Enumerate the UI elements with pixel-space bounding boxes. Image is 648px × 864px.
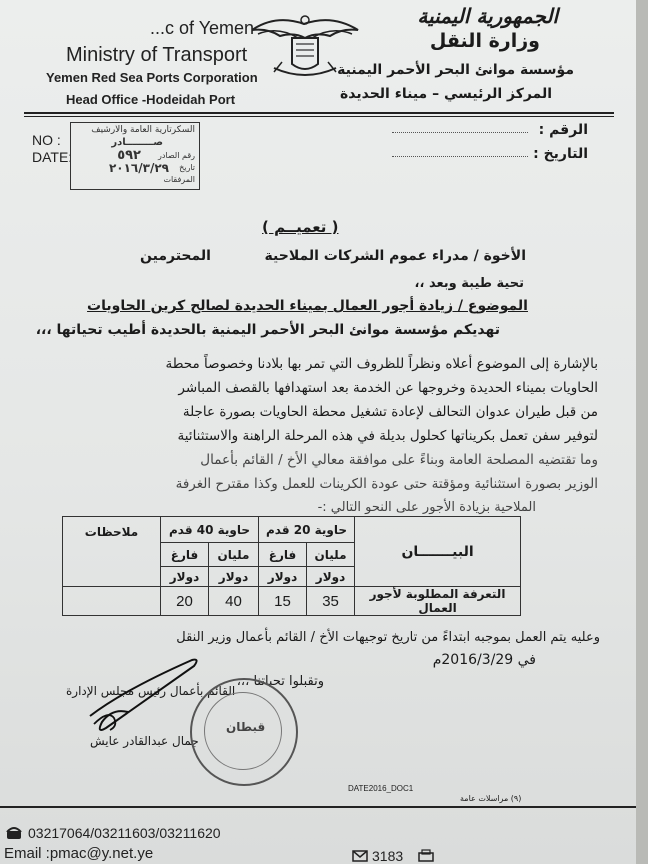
memo-body-line: لتوفير سفن تعمل بكريناتها كحلول بديلة في هذه المرحلة الراهنة والاستثنائية [177, 428, 598, 444]
letterhead-corporation-en: Yemen Red Sea Ports Corporation [46, 70, 258, 85]
memo-greeting: تحية طيبة وبعد ،، [414, 276, 524, 291]
footer-divider [0, 806, 636, 808]
letterhead-office-en: Head Office -Hodeidah Port [66, 92, 236, 107]
stamp-number-label: رقم الصادر [157, 151, 195, 160]
scan-edge [636, 0, 648, 864]
telephone-icon [6, 826, 22, 840]
table-row-label: التعرفة المطلوبة لأجور العمال [355, 587, 521, 616]
table-currency: دولار [161, 567, 209, 587]
memo-body-line: وما تقتضيه المصلحة العامة وبناءً على موافقة معالي الأخ / القائم بأعمال [200, 452, 598, 468]
seal-text: قبطان [226, 720, 266, 734]
memo-intro: تهديكم مؤسسة موانئ البحر الأحمر اليمنية بالحديدة أطيب تحياتها ،،، [35, 322, 500, 338]
outgoing-register-stamp [70, 122, 200, 190]
table-header-statement: البيـــــــان [355, 517, 521, 587]
memo-subject: الموضوع / زيادة أجور العمال بميناء الحديدة لصالح كرين الحاويات [87, 298, 528, 314]
stamp-type: صــــــــادر [111, 137, 163, 148]
letterhead-divider [24, 112, 614, 114]
table-cell-notes [63, 587, 161, 616]
letterhead-office-ar: المركز الرئيسي – ميناء الحديدة [340, 86, 552, 102]
memo-body-line: الملاحية بزيادة الأجور على النحو التالي :- [317, 500, 536, 515]
table-header-container-40: حاوية 40 قدم [161, 517, 259, 543]
stamp-attachments-label: المرفقات [163, 175, 195, 184]
table-currency: دولار [259, 567, 307, 587]
footer-phone: 03217064/03211603/03211620 [28, 825, 221, 841]
wage-tariff-table [62, 516, 521, 616]
letterhead-divider-thin [24, 116, 614, 117]
stamp-date-label: تاريخ [179, 163, 195, 172]
table-subheader-empty: فارغ [259, 543, 307, 567]
memo-body-line: الوزير بصورة استثنائية ومؤقتة حتى عودة الكرينات للعمل وكذا مقترح الغرفة [175, 476, 598, 492]
table-currency: دولار [209, 567, 259, 587]
envelope-icon [352, 850, 368, 862]
memo-body-line: من قبل طيران عدوان التحالف لإعادة تشغيل محطة الحاويات بصورة عاجلة [182, 404, 598, 420]
ref-no-label: NO : [32, 132, 61, 148]
memo-addressee: الأخوة / مدراء عموم الشركات الملاحية [264, 248, 526, 264]
ref-no-line-ar [392, 132, 528, 133]
memo-closing-regards: وتقبلوا تحياتنا ،،، [236, 674, 324, 689]
letterhead-corporation-ar: مؤسسة موانئ البحر الأحمر اليمنية [337, 62, 574, 78]
letterhead-republic-ar: الجمهورية اليمنية [417, 4, 558, 28]
document-code: DATE2016_DOC1 [348, 784, 414, 793]
official-seal-icon [190, 678, 298, 786]
stamp-title: السكرتارية العامة والارشيف [91, 125, 195, 135]
signatory-name: جمال عبدالقادر عايش [90, 734, 199, 748]
table-header-notes: ملاحظات [63, 517, 161, 587]
table-header-container-20: حاوية 20 قدم [259, 517, 355, 543]
memo-body-line: بالإشارة إلى الموضوع أعلاه ونظراً للظروف التي تمر بها بلادنا وخصوصاً محطة [165, 356, 598, 372]
memo-closing-effective: وعليه يتم العمل بموجبه ابتداءً من تاريخ توجيهات الأخ / القائم بأعمال وزير النقل [176, 630, 600, 645]
table-cell-c20-empty: 15 [259, 587, 307, 616]
table-cell-c40-empty: 20 [161, 587, 209, 616]
ref-date-label-ar: التاريخ : [533, 146, 588, 162]
stamp-date: ٢٠١٦/٣/٢٩ [108, 161, 169, 175]
form-code: (٩) مراسلات عامة [460, 794, 522, 803]
letterhead-ministry-ar: وزارة النقل [429, 30, 540, 52]
footer-pobox-partial: 3183 [372, 848, 404, 864]
table-cell-c40-full: 40 [209, 587, 259, 616]
letterhead-ministry-en: Ministry of Transport [66, 44, 248, 66]
fax-icon [418, 849, 434, 862]
handwritten-signature-icon [84, 654, 208, 736]
letterhead-country-en: ...c of Yemen [150, 18, 255, 38]
table-subheader-empty: فارغ [161, 543, 209, 567]
signatory-role: القائم بأعمال رئيس مجلس الإدارة [66, 684, 236, 698]
ref-date-label: DATE: [32, 149, 73, 165]
table-subheader-full: مليان [209, 543, 259, 567]
table-subheader-full: مليان [307, 543, 355, 567]
table-cell-c20-full: 35 [307, 587, 355, 616]
footer-email: Email :pmac@y.net.ye [4, 845, 154, 862]
table-currency: دولار [307, 567, 355, 587]
memo-title: ( تعميــم ) [262, 218, 339, 236]
ref-no-label-ar: الرقم : [538, 122, 588, 138]
memo-body-line: الحاويات بميناء الحديدة وخروجها عن الخدمة بعد استهدافها بالقصف المباشر [178, 380, 598, 396]
memo-closing-date: في 2016/3/29م [432, 652, 536, 668]
memo-honorific: المحترمين [140, 248, 211, 264]
stamp-number: ٥٩٢ [117, 148, 141, 163]
ref-date-line-ar [392, 156, 528, 157]
